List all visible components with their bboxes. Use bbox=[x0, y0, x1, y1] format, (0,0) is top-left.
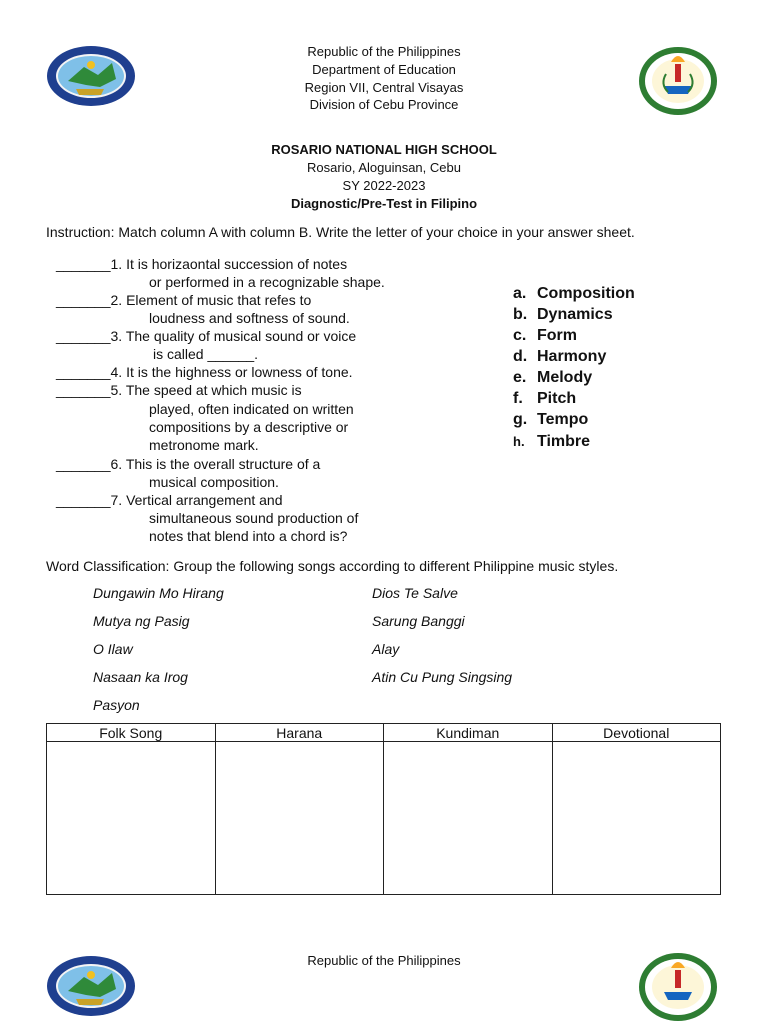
question-4: _______4. It is the highness or lowness of tone. bbox=[56, 364, 353, 380]
header-line-4: Division of Cebu Province bbox=[309, 97, 459, 112]
choice-d: d. Harmony bbox=[513, 348, 607, 365]
song-item: Dios Te Salve bbox=[372, 585, 458, 601]
folk-song-cell[interactable] bbox=[47, 742, 216, 895]
header-line-2: Department of Education bbox=[312, 62, 456, 77]
choice-a: a. Composition bbox=[513, 285, 635, 302]
footer-line: Republic of the Philippines bbox=[307, 953, 461, 968]
header-line-1: Republic of the Philippines bbox=[307, 44, 461, 59]
choice-f: f. Pitch bbox=[513, 390, 577, 407]
question-5: _______5. The speed at which music is bbox=[56, 382, 302, 398]
choice-b: b. Dynamics bbox=[513, 306, 613, 323]
question-7-cont-1: simultaneous sound production of bbox=[149, 510, 359, 526]
school-name: ROSARIO NATIONAL HIGH SCHOOL bbox=[271, 142, 497, 157]
match-instruction: Instruction: Match column A with column B. Write the letter of your choice in your answer sheet. bbox=[46, 224, 635, 240]
test-title: Diagnostic/Pre-Test in Filipino bbox=[290, 196, 478, 211]
header-line-3: Region VII, Central Visayas bbox=[304, 80, 464, 95]
devotional-cell[interactable] bbox=[552, 742, 721, 895]
question-6: _______6. This is the overall structure of a bbox=[56, 456, 321, 472]
school-address: Rosario, Aloguinsan, Cebu bbox=[307, 160, 461, 175]
question-5-cont-1: played, often indicated on written bbox=[149, 401, 354, 417]
classification-table bbox=[46, 723, 721, 895]
song-item: Nasaan ka Irog bbox=[93, 669, 188, 685]
question-2: _______2. Element of music that refes to bbox=[56, 292, 312, 308]
song-item: Sarung Banggi bbox=[372, 613, 465, 629]
kundiman-cell[interactable] bbox=[384, 742, 553, 895]
header-folk-song: Folk Song bbox=[47, 724, 216, 742]
question-2-cont: loudness and softness of sound. bbox=[149, 310, 350, 326]
question-5-cont-2: compositions by a descriptive or bbox=[149, 419, 349, 435]
header-kundiman: Kundiman bbox=[384, 724, 553, 742]
header-devotional: Devotional bbox=[552, 724, 721, 742]
choice-e: e. Melody bbox=[513, 369, 593, 386]
song-item: Mutya ng Pasig bbox=[93, 613, 190, 629]
song-item: Atin Cu Pung Singsing bbox=[372, 669, 513, 685]
song-item: Dungawin Mo Hirang bbox=[93, 585, 224, 601]
question-3-cont: is called ______. bbox=[153, 346, 259, 362]
school-year: SY 2022-2023 bbox=[342, 178, 426, 193]
choice-c: c. Form bbox=[513, 327, 577, 344]
harana-cell[interactable] bbox=[215, 742, 384, 895]
question-3: _______3. The quality of musical sound or voice bbox=[56, 328, 357, 344]
question-1: _______1. It is horizaontal succession of notes bbox=[56, 256, 348, 272]
song-item: O Ilaw bbox=[93, 641, 133, 657]
question-7-cont-2: notes that blend into a chord is? bbox=[149, 528, 348, 544]
classification-instruction: Word Classification: Group the following songs according to different Philippine music styles. bbox=[46, 558, 619, 574]
choice-g: g. Tempo bbox=[513, 411, 589, 428]
song-item: Alay bbox=[372, 641, 400, 657]
question-1-cont: or performed in a recognizable shape. bbox=[149, 274, 385, 290]
header-harana: Harana bbox=[215, 724, 384, 742]
choice-h: h. Timbre bbox=[513, 433, 591, 450]
question-6-cont: musical composition. bbox=[149, 474, 279, 490]
question-5-cont-3: metronome mark. bbox=[149, 437, 259, 453]
question-7: _______7. Vertical arrangement and bbox=[56, 492, 283, 508]
song-item: Pasyon bbox=[93, 697, 140, 713]
